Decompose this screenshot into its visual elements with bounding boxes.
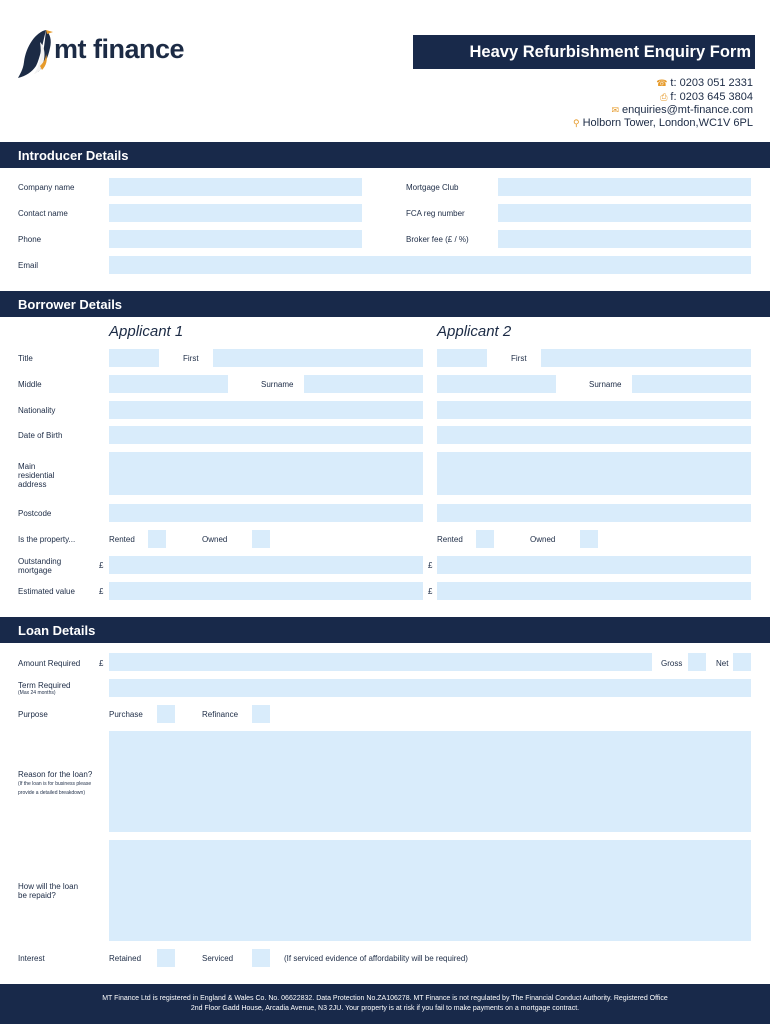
reason-label: Reason for the loan? xyxy=(18,770,93,779)
loan-section-header xyxy=(0,617,770,643)
form-title-bar xyxy=(413,35,755,69)
applicant-2-rented-checkbox[interactable] xyxy=(476,530,494,548)
applicant-2-first-field[interactable] xyxy=(541,349,751,367)
email-label: Email xyxy=(18,261,39,270)
footer xyxy=(0,984,770,1024)
refinance-label: Refinance xyxy=(202,710,239,719)
nationality-label: Nationality xyxy=(18,406,56,415)
phone-field[interactable] xyxy=(109,230,362,248)
address-label: Main residential address xyxy=(18,462,55,489)
broker-fee-label: Broker fee (£ / %) xyxy=(406,235,469,244)
contact-phone: ☎ t: 0203 051 2331 xyxy=(656,77,753,89)
applicant-1-rented-label: Rented xyxy=(109,535,135,544)
middle-label: Middle xyxy=(18,380,42,389)
refinance-checkbox[interactable] xyxy=(252,705,270,723)
applicant-1-surname-field[interactable] xyxy=(304,375,423,393)
gross-checkbox[interactable] xyxy=(688,653,706,671)
serviced-note: (If serviced evidence of affordability will be required) xyxy=(284,954,468,963)
penguin-logo-icon xyxy=(16,28,56,80)
loan-heading: Loan Details xyxy=(18,623,96,638)
applicant-1-outstanding-currency: £ xyxy=(99,561,104,570)
applicant-2-address-field[interactable] xyxy=(437,452,751,495)
net-label: Net xyxy=(716,659,729,668)
mortgage-club-field[interactable] xyxy=(498,178,751,196)
retained-label: Retained xyxy=(109,954,142,963)
phone-icon: ☎ xyxy=(656,78,668,88)
applicant-2-postcode-field[interactable] xyxy=(437,504,751,522)
reason-field[interactable] xyxy=(109,731,751,832)
fca-reg-label: FCA reg number xyxy=(406,209,465,218)
purpose-label: Purpose xyxy=(18,710,48,719)
company-name-field[interactable] xyxy=(109,178,362,196)
applicant-2-title-field[interactable] xyxy=(437,349,487,367)
applicant-1-first-field[interactable] xyxy=(213,349,423,367)
amount-field[interactable] xyxy=(109,653,652,671)
applicant-1-nationality-field[interactable] xyxy=(109,401,423,419)
borrower-heading: Borrower Details xyxy=(18,297,123,312)
amount-currency: £ xyxy=(99,659,104,668)
phone-label: Phone xyxy=(18,235,42,244)
reason-note: (If the loan is for business please provide a detailed breakdown) xyxy=(18,781,92,796)
fca-reg-field[interactable] xyxy=(498,204,751,222)
title-label: Title xyxy=(18,354,33,363)
applicant-1-rented-checkbox[interactable] xyxy=(148,530,166,548)
purchase-label: Purchase xyxy=(109,710,143,719)
applicant-2-owned-label: Owned xyxy=(530,535,556,544)
broker-fee-field[interactable] xyxy=(498,230,751,248)
applicant-2-surname-label: Surname xyxy=(589,380,622,389)
applicant-1-owned-label: Owned xyxy=(202,535,228,544)
contact-email[interactable]: ✉ enquiries@mt-finance.com xyxy=(611,104,753,116)
property-label: Is the property... xyxy=(18,535,76,544)
contact-name-label: Contact name xyxy=(18,209,68,218)
email-field[interactable] xyxy=(109,256,751,274)
applicant-1-heading: Applicant 1 xyxy=(109,323,184,340)
applicant-1-first-label: First xyxy=(183,354,199,363)
outstanding-label: Outstanding mortgage xyxy=(18,557,62,575)
borrower-section-header xyxy=(0,291,770,317)
applicant-1-outstanding-field[interactable] xyxy=(109,556,423,574)
contact-fax: ⎙ f: 0203 645 3804 xyxy=(660,91,753,103)
applicant-1-estimated-currency: £ xyxy=(99,587,104,596)
purchase-checkbox[interactable] xyxy=(157,705,175,723)
applicant-1-surname-label: Surname xyxy=(261,380,294,389)
estimated-label: Estimated value xyxy=(18,587,75,596)
logo xyxy=(16,28,206,84)
dob-label: Date of Birth xyxy=(18,431,63,440)
applicant-2-outstanding-field[interactable] xyxy=(437,556,751,574)
gross-label: Gross xyxy=(661,659,683,668)
applicant-2-middle-field[interactable] xyxy=(437,375,556,393)
applicant-2-first-label: First xyxy=(511,354,527,363)
fax-icon: ⎙ xyxy=(660,92,668,102)
applicant-2-estimated-currency: £ xyxy=(428,587,433,596)
applicant-2-dob-field[interactable] xyxy=(437,426,751,444)
form-title: Heavy Refurbishment Enquiry Form xyxy=(469,43,751,61)
email-icon: ✉ xyxy=(611,105,619,115)
contact-name-field[interactable] xyxy=(109,204,362,222)
applicant-1-address-field[interactable] xyxy=(109,452,423,495)
repaid-label: How will the loan be repaid? xyxy=(18,882,79,900)
serviced-label: Serviced xyxy=(202,954,234,963)
contact-address: ⚲ Holborn Tower, London,WC1V 6PL xyxy=(573,117,753,129)
applicant-2-nationality-field[interactable] xyxy=(437,401,751,419)
company-name-label: Company name xyxy=(18,183,75,192)
repaid-field[interactable] xyxy=(109,840,751,941)
term-field[interactable] xyxy=(109,679,751,697)
applicant-2-heading: Applicant 2 xyxy=(437,323,512,340)
amount-label: Amount Required xyxy=(18,659,81,668)
serviced-checkbox[interactable] xyxy=(252,949,270,967)
logo-text: mt finance xyxy=(54,34,185,64)
introducer-heading: Introducer Details xyxy=(18,148,129,163)
location-pin-icon: ⚲ xyxy=(573,118,580,128)
net-checkbox[interactable] xyxy=(733,653,751,671)
interest-label: Interest xyxy=(18,954,45,963)
applicant-1-estimated-field[interactable] xyxy=(109,582,423,600)
applicant-2-surname-field[interactable] xyxy=(632,375,751,393)
term-note: (Max 24 months) xyxy=(18,690,56,696)
retained-checkbox[interactable] xyxy=(157,949,175,967)
applicant-1-middle-field[interactable] xyxy=(109,375,228,393)
applicant-2-estimated-field[interactable] xyxy=(437,582,751,600)
applicant-2-owned-checkbox[interactable] xyxy=(580,530,598,548)
introducer-section-header xyxy=(0,142,770,168)
applicant-1-owned-checkbox[interactable] xyxy=(252,530,270,548)
applicant-1-postcode-field[interactable] xyxy=(109,504,423,522)
postcode-label: Postcode xyxy=(18,509,52,518)
applicant-1-dob-field[interactable] xyxy=(109,426,423,444)
term-label: Term Required xyxy=(18,681,71,690)
footer-text: MT Finance Ltd is registered in England & Wales Co. No. 06622832. Data Protection No.ZA106278. MT Finance is not regulated by The Financial Conduct Authority. Registered Office 2nd Floor Gadd House, Arcadia Avenue, N3 2JU. Your property is at risk if you fail to make payments on a mortgage contract. xyxy=(102,995,668,1012)
applicant-2-rented-label: Rented xyxy=(437,535,463,544)
applicant-2-outstanding-currency: £ xyxy=(428,561,433,570)
applicant-1-title-field[interactable] xyxy=(109,349,159,367)
mortgage-club-label: Mortgage Club xyxy=(406,183,459,192)
